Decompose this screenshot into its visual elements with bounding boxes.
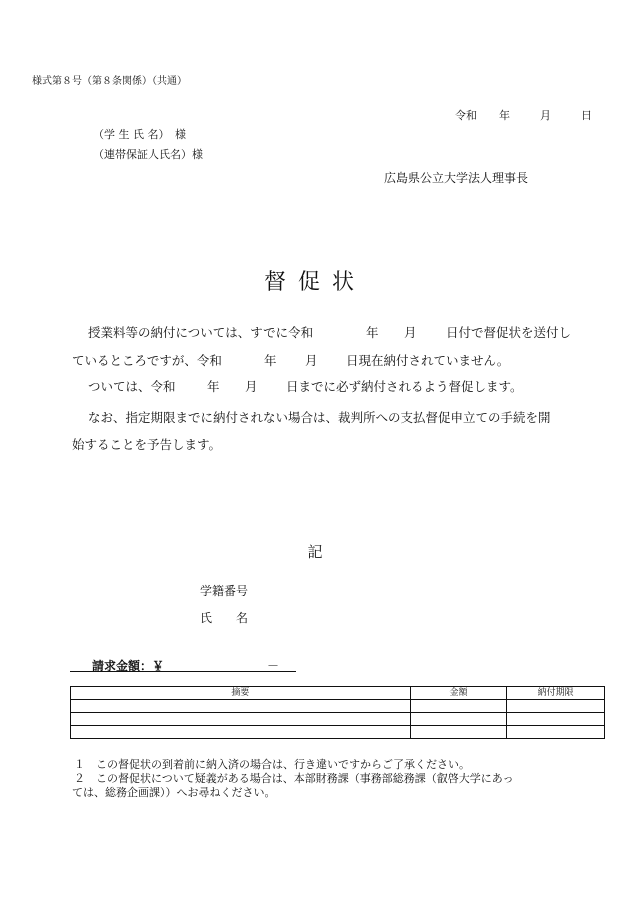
date-month: 月 <box>540 109 551 122</box>
billing-amount-label: 請求金額：￥ <box>92 659 165 673</box>
table-cell-summary <box>71 726 411 739</box>
table-cell-amount <box>410 700 507 713</box>
table-cell-due <box>507 700 605 713</box>
table-row <box>71 700 605 713</box>
table-header-row <box>71 687 605 700</box>
body-p2-b: 年 <box>207 379 220 394</box>
table-cell-due <box>507 713 605 726</box>
body-p1-l1-c: 月 <box>404 325 417 340</box>
note-2-line-2: ては、総務企画課））へお尋ねください。 <box>72 786 276 799</box>
date-era: 令和 <box>455 109 477 122</box>
body-p1-l1-b: 年 <box>366 325 379 340</box>
student-id-label: 学籍番号 <box>200 584 249 598</box>
table-cell-amount <box>410 713 507 726</box>
table-cell-due <box>507 726 605 739</box>
addressee-student: （学 生 氏 名） 様 <box>93 128 186 141</box>
document-title: 督促状 <box>263 270 366 295</box>
fee-table <box>70 686 605 739</box>
table-cell-summary <box>71 700 411 713</box>
body-p3-l1: なお、指定期限までに納付されない場合は、裁判所への支払督促申立ての手続を開 <box>88 410 551 425</box>
form-number: 様式第８号（第８条関係）（共通） <box>32 76 187 87</box>
date-day: 日 <box>581 109 592 122</box>
body-p1-l1-d: 日付で督促状を送付し <box>446 325 572 340</box>
body-p1-l2-b: 年 <box>264 353 277 368</box>
body-p1-l2-c: 月 <box>305 353 318 368</box>
note-2-line-1: ２ この督促状について疑義がある場合は、本部財務課（事務部総務課（叡啓大学にあっ <box>74 772 514 785</box>
billing-amount <box>70 657 296 672</box>
col-amount: 金額 <box>410 687 507 700</box>
addressee-guarantor: （連帯保証人氏名）様 <box>93 148 203 161</box>
body-p2-d: 日までに必ず納付されるよう督促します。 <box>286 379 523 394</box>
date-year: 年 <box>499 109 510 122</box>
body-p2-a: ついては、令和 <box>88 379 176 394</box>
table-cell-summary <box>71 713 411 726</box>
issuer-name: 広島県公立大学法人理事長 <box>384 171 529 185</box>
note-1: １ この督促状の到着前に納入済の場合は、行き違いですからご了承ください。 <box>74 758 470 771</box>
billing-amount-suffix: － <box>267 659 280 673</box>
col-due: 納付期限 <box>507 687 605 700</box>
body-p2-c: 月 <box>245 379 258 394</box>
table-row <box>71 726 605 739</box>
table-row <box>71 713 605 726</box>
ki-heading: 記 <box>307 543 323 561</box>
body-p1-l1-a: 授業料等の納付については、すでに令和 <box>88 325 314 340</box>
col-summary: 摘要 <box>71 687 411 700</box>
body-p1-l2-d: 日現在納付されていません。 <box>346 353 510 368</box>
table-cell-amount <box>410 726 507 739</box>
name-label: 氏 名 <box>200 611 249 625</box>
body-p3-l2: 始することを予告します。 <box>72 437 222 452</box>
body-p1-l2-a: ているところですが、令和 <box>72 353 222 368</box>
